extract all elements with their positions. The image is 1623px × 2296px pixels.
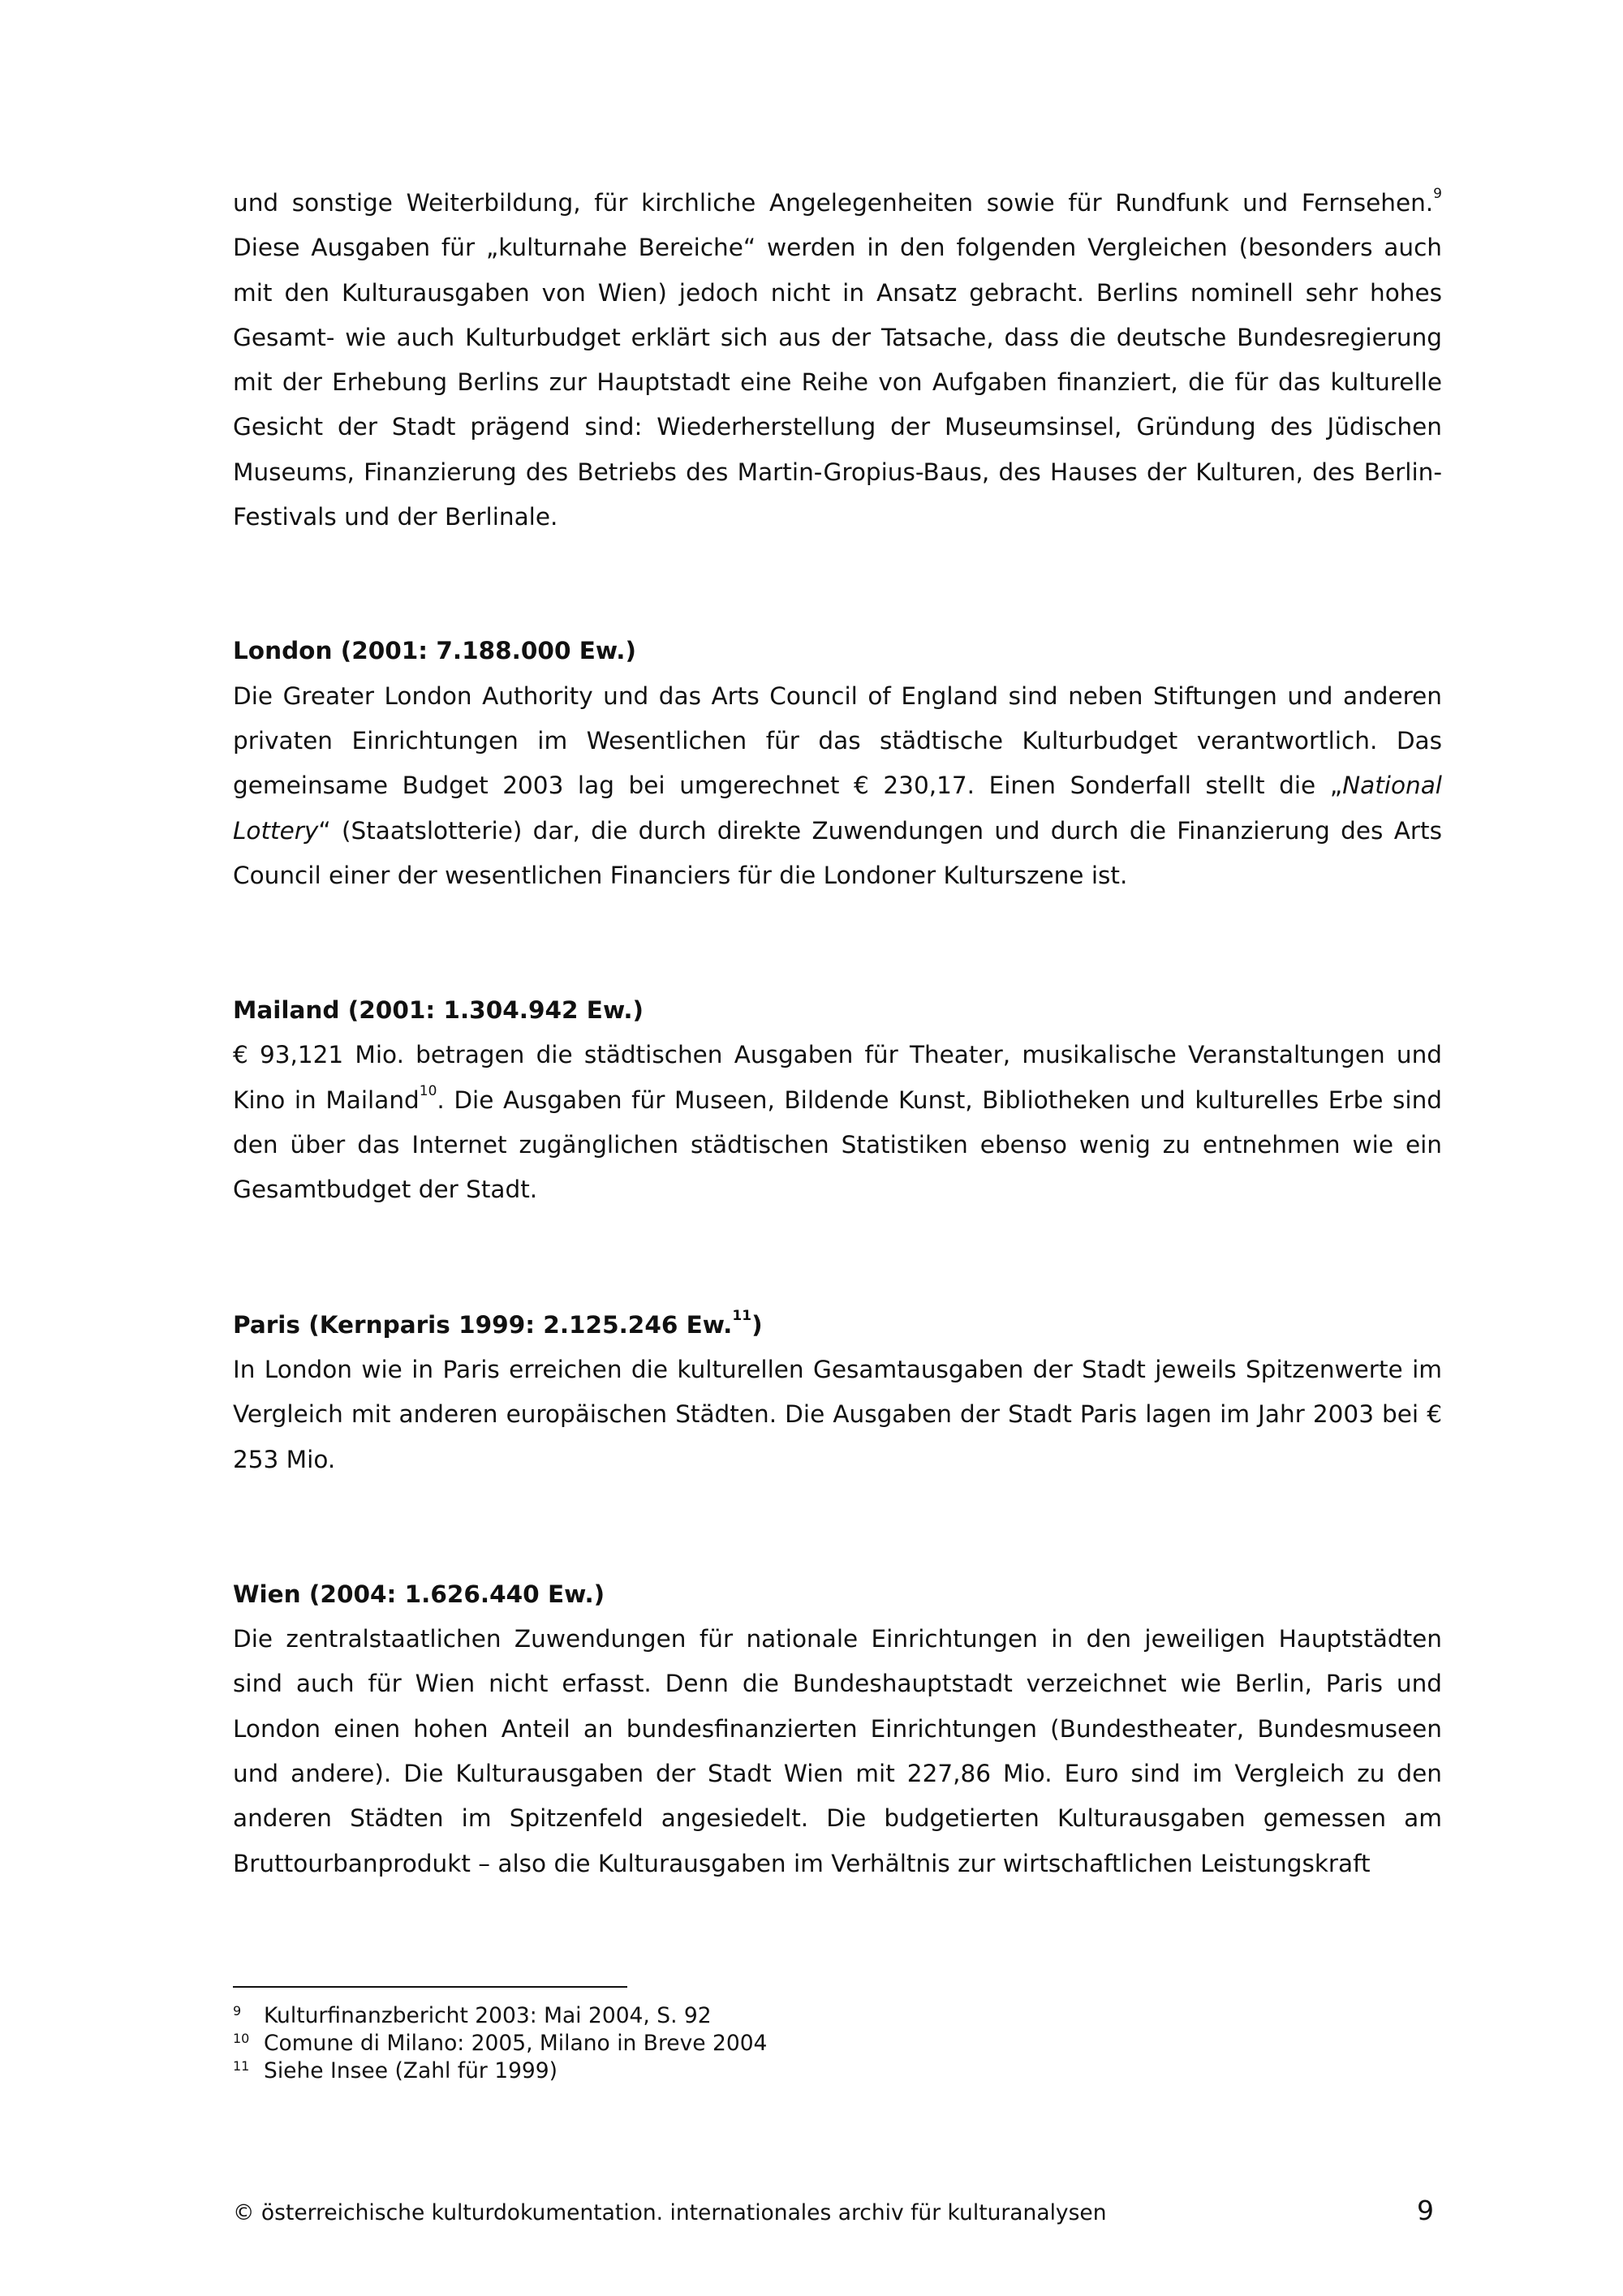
footnote-10 — [233, 2030, 1442, 2057]
london-paragraph — [233, 674, 1442, 898]
footer-text: © österreichische kulturdokumentation. internationales archiv für kulturanalysen — [233, 2200, 1107, 2225]
footnote-number: 11 — [233, 2058, 250, 2074]
main-content — [233, 181, 1442, 1886]
footnote-number: 10 — [233, 2031, 250, 2046]
london-text-b: “ (Staatslotterie) dar, die durch direkte Zuwendungen und durch die Finanzierung des Arts Council einer der wesentlichen Financiers für die Londoner Kulturszene ist. — [233, 816, 1442, 889]
footnote-ref-9[interactable]: 9 — [1433, 185, 1442, 202]
paris-heading-text: Paris (Kernparis 1999: 2.125.246 Ew. — [233, 1310, 733, 1339]
footnote-text: Kulturfinanzbericht 2003: Mai 2004, S. 92 — [264, 2003, 712, 2028]
page-footer — [233, 2195, 1442, 2226]
london-text-a: Die Greater London Authority und das Arts Council of England sind neben Stiftungen und anderen privaten Einrichtungen im Wesentlichen für das städtische Kulturbudget verantwortlich. Das gemeinsame Budget 2003 lag bei umgerechnet € 230,17. Einen Sonderfall stellt die „ — [233, 681, 1442, 800]
spacer — [233, 1213, 1442, 1303]
footnote-text: Comune di Milano: 2005, Milano in Breve 2004 — [264, 2031, 768, 2056]
berlin-text: und sonstige Weiterbildung, für kirchliche Angelegenheiten sowie für Rundfunk und Fernsehen. — [233, 189, 1434, 217]
paris-paragraph: In London wie in Paris erreichen die kulturellen Gesamtausgaben der Stadt jeweils Spitzenwerte im Vergleich mit anderen europäischen Städten. Die Ausgaben der Stadt Paris lagen im Jahr 2003 bei € 253 Mio. — [233, 1355, 1442, 1473]
paris-heading — [233, 1303, 1442, 1348]
footnote-number: 9 — [233, 2003, 242, 2019]
london-heading: London (2001: 7.188.000 Ew.) — [233, 637, 636, 665]
wien-heading: Wien (2004: 1.626.440 Ew.) — [233, 1580, 605, 1608]
mailand-text-a: € 93,121 Mio. betragen die städtischen Ausgaben für Theater, musikalische Veranstaltungen und Kino in Mailand — [233, 1041, 1442, 1114]
page-number: 9 — [1417, 2195, 1434, 2226]
footnote-ref-10[interactable]: 10 — [419, 1082, 437, 1099]
footnote-text: Siehe Insee (Zahl für 1999) — [264, 2058, 558, 2083]
mailand-text-b: . Die Ausgaben für Museen, Bildende Kunst, Bibliotheken und kulturelles Erbe sind den über das Internet zugänglichen städtischen Statistiken ebenso wenig zu entnehmen wie ein Gesamtbudget der Stadt. — [233, 1086, 1443, 1204]
footnote-ref-11[interactable]: 11 — [732, 1307, 752, 1324]
london-italic: National Lottery — [233, 772, 1442, 845]
spacer — [233, 898, 1442, 988]
paris-heading-close: ) — [751, 1310, 763, 1339]
berlin-paragraph — [233, 181, 1442, 540]
footnote-9 — [233, 2002, 1442, 2030]
berlin-text-cont: Diese Ausgaben für „kulturnahe Bereiche“ werden in den folgenden Vergleichen (besonders auch mit den Kulturausgaben von Wien) jedoch nicht in Ansatz gebracht. Berlins nominell sehr hohes Gesamt- wie auch Kulturbudget erklärt sich aus der Tatsache, dass die deutsche Bundesregierung mit der Erhebung Berlins zur Hauptstadt eine Reihe von Aufgaben finanziert, die für das kulturelle Gesicht der Stadt prägend sind: Wiederherstellung der Museumsinsel, Gründung des Jüdischen Museums, Finanzierung des Betriebs des Martin-Gropius-Baus, des Hauses der Kulturen, des Berlin-Festivals und der Berlinale. — [233, 234, 1442, 531]
mailand-heading: Mailand (2001: 1.304.942 Ew.) — [233, 996, 644, 1025]
mailand-paragraph — [233, 1033, 1442, 1212]
spacer — [233, 540, 1442, 629]
wien-paragraph: Die zentralstaatlichen Zuwendungen für nationale Einrichtungen in den jeweiligen Hauptstädten sind auch für Wien nicht erfasst. Denn die Bundeshauptstadt verzeichnet wie Berlin, Paris und London einen hohen Anteil an bundesfinanzierten Einrichtungen (Bundestheater, Bundesmuseen und andere). Die Kulturausgaben der Stadt Wien mit 227,86 Mio. Euro sind im Vergleich zu den anderen Städten im Spitzenfeld angesiedelt. Die budgetierten Kulturausgaben gemessen am Bruttourbanprodukt – also die Kulturausgaben im Verhältnis zur wirtschaftlichen Leistungskraft — [233, 1625, 1442, 1877]
footnotes — [233, 2002, 1442, 2085]
footnote-11 — [233, 2057, 1442, 2085]
footnote-divider — [233, 1986, 627, 1988]
spacer — [233, 1482, 1442, 1572]
